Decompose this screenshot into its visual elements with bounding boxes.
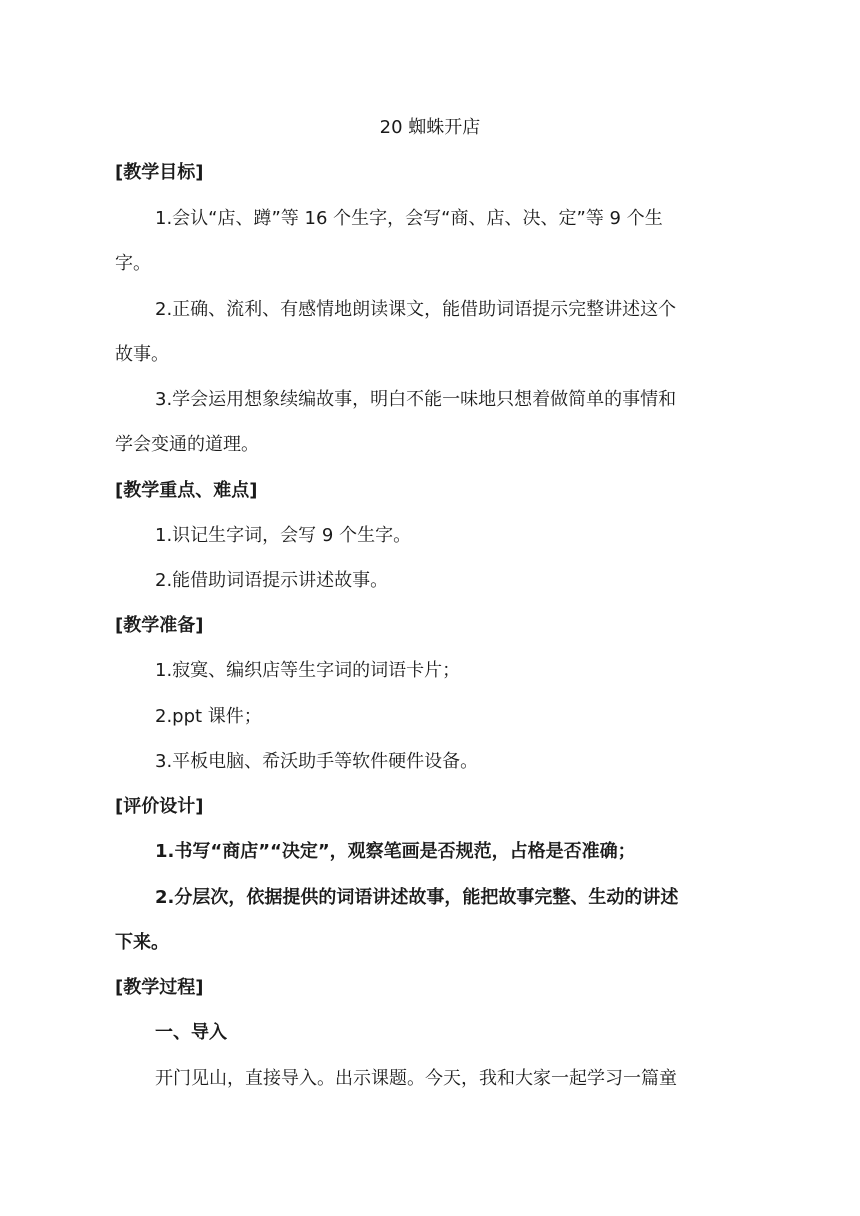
process-step-heading: 一、导入 (155, 1022, 227, 1043)
section-heading-objectives: [教学目标] (115, 162, 204, 183)
section-heading-process: [教学过程] (115, 977, 204, 998)
section-heading-preparation: [教学准备] (115, 615, 204, 636)
objective-2-line-1: 2.正确、流利、有感情地朗读课文，能借助词语提示完整讲述这个 (155, 299, 677, 320)
objective-2-line-2: 故事。 (115, 344, 169, 365)
process-intro-line: 开门见山，直接导入。出示课题。今天，我和大家一起学习一篇童 (155, 1068, 677, 1089)
preparation-2: 2.ppt 课件； (155, 706, 262, 727)
preparation-1: 1.寂寞、编织店等生字词的词语卡片； (155, 660, 461, 681)
document-title: 20 蜘蛛开店 (379, 117, 481, 138)
key-point-1: 1.识记生字词，会写 9 个生字。 (155, 525, 412, 546)
objective-3-line-1: 3.学会运用想象续编故事，明白不能一味地只想着做简单的事情和 (155, 389, 677, 410)
preparation-3: 3.平板电脑、希沃助手等软件硬件设备。 (155, 751, 479, 772)
evaluation-2-line-2: 下来。 (115, 932, 169, 953)
objective-1-line-1: 1.会认“店、蹲”等 16 个生字，会写“商、店、决、定”等 9 个生 (155, 208, 663, 229)
objective-1-line-2: 字。 (115, 253, 151, 274)
key-point-2: 2.能借助词语提示讲述故事。 (155, 570, 389, 591)
evaluation-2-line-1: 2.分层次，依据提供的词语讲述故事，能把故事完整、生动的讲述 (155, 887, 679, 908)
evaluation-1: 1.书写“商店”“决定”，观察笔画是否规范，占格是否准确； (155, 841, 636, 862)
section-heading-evaluation: [评价设计] (115, 796, 204, 817)
section-heading-key-points: [教学重点、难点] (115, 480, 258, 501)
objective-3-line-2: 学会变通的道理。 (115, 434, 259, 455)
